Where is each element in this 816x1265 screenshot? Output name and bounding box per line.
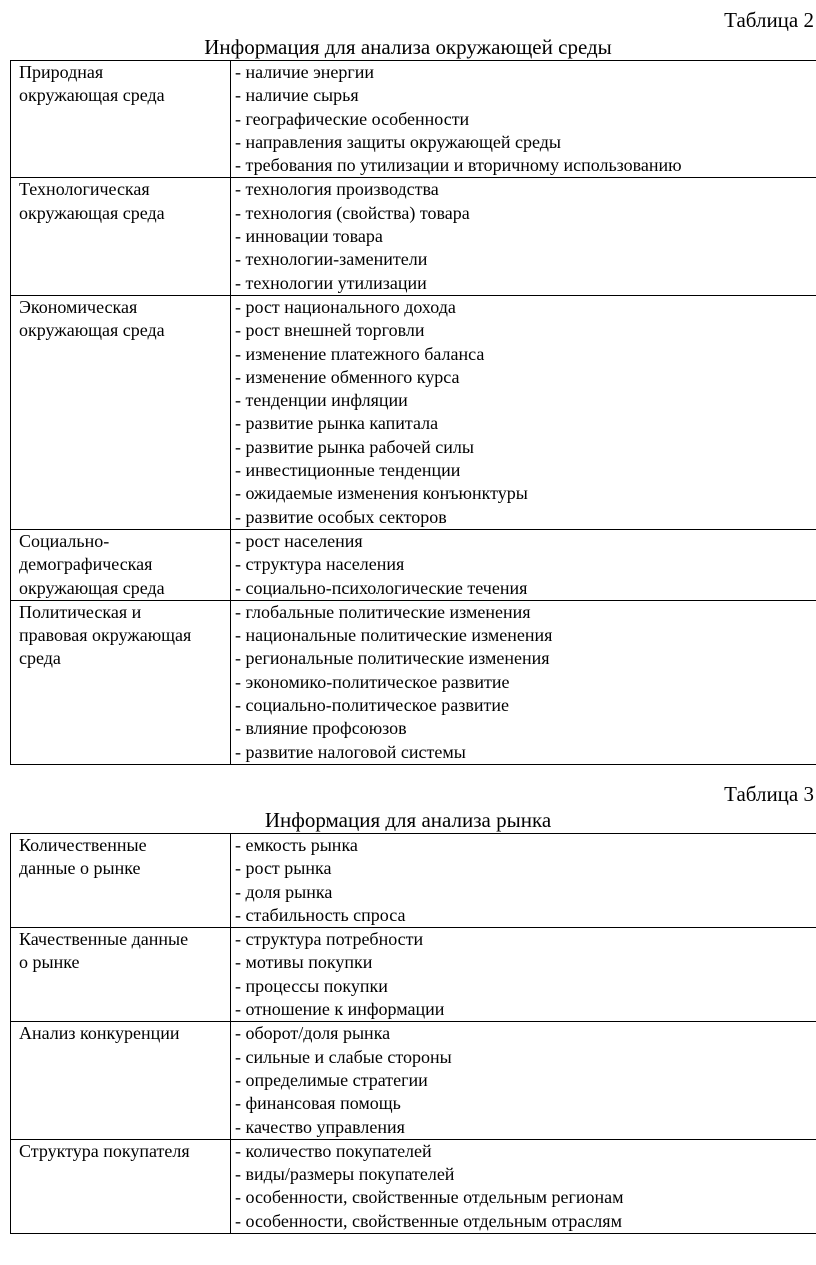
category-label: демографическая <box>19 554 153 575</box>
category-label: Структура покупателя <box>19 1140 190 1161</box>
table-row <box>11 834 816 928</box>
list-item: - социально-психологические течения <box>235 577 528 598</box>
list-item: - оборот/доля рынка <box>235 1023 391 1044</box>
table3 <box>10 833 816 1234</box>
category-cell <box>11 928 231 1022</box>
list-item: - качество управления <box>235 1116 405 1137</box>
table2 <box>10 60 816 765</box>
table-row <box>11 295 816 529</box>
list-item: - инвестиционные тенденции <box>235 460 461 481</box>
category-label: данные о рынке <box>19 858 141 879</box>
items-cell <box>231 295 816 529</box>
category-label: о рынке <box>19 952 80 973</box>
list-item: - доля рынка <box>235 881 333 902</box>
table-row <box>11 61 816 178</box>
list-item: - национальные политические изменения <box>235 625 553 646</box>
items-cell <box>231 834 816 928</box>
list-item: - развитие рынка рабочей силы <box>235 436 474 457</box>
items-cell <box>231 1139 816 1233</box>
list-item: - емкость рынка <box>235 835 358 855</box>
list-item: - рост национального дохода <box>235 296 456 317</box>
table-row <box>11 1022 816 1139</box>
list-item: - сильные и слабые стороны <box>235 1046 452 1067</box>
list-item: - глобальные политические изменения <box>235 601 531 622</box>
list-item: - развитие налоговой системы <box>235 741 466 762</box>
list-item: - мотивы покупки <box>235 952 373 973</box>
list-item: - требования по утилизации и вторичному использованию <box>235 155 682 176</box>
list-item: - определимые стратегии <box>235 1069 428 1090</box>
list-item: - тенденции инфляции <box>235 390 408 411</box>
category-cell <box>11 600 231 764</box>
list-item: - социально-политическое развитие <box>235 695 509 716</box>
category-label: окружающая среда <box>19 320 165 341</box>
list-item: - наличие сырья <box>235 85 359 106</box>
list-item: - технологии-заменители <box>235 249 428 270</box>
table3-title: Информация для анализа рынка <box>264 808 552 832</box>
category-label: Экономическая <box>19 296 138 317</box>
category-label: окружающая среда <box>19 577 165 598</box>
table2-label: Таблица 2 <box>724 8 814 32</box>
list-item: - развитие особых секторов <box>235 506 447 527</box>
list-item: - изменение платежного баланса <box>235 343 485 364</box>
category-cell <box>11 295 231 529</box>
list-item: - рост населения <box>235 530 363 551</box>
list-item: - направления защиты окружающей среды <box>235 131 561 152</box>
category-label: Количественные <box>19 835 147 855</box>
items-cell <box>231 1022 816 1139</box>
list-item: - процессы покупки <box>235 975 388 996</box>
list-item: - развитие рынка капитала <box>235 413 439 434</box>
table-row <box>11 928 816 1022</box>
list-item: - ожидаемые изменения конъюнктуры <box>235 483 528 504</box>
category-label: окружающая среда <box>19 202 165 223</box>
table-row <box>11 178 816 295</box>
table2-body <box>11 61 816 765</box>
items-cell <box>231 928 816 1022</box>
table-row <box>11 600 816 764</box>
category-label: Политическая и <box>19 601 142 622</box>
list-item: - количество покупателей <box>235 1140 432 1161</box>
category-label: Природная <box>19 62 104 82</box>
list-item: - технология производства <box>235 179 439 200</box>
table2-title: Информация для анализа окружающей среды <box>204 35 612 59</box>
category-cell <box>11 834 231 928</box>
list-item: - финансовая помощь <box>235 1093 401 1114</box>
category-label: Анализ конкуренции <box>19 1023 180 1044</box>
list-item: - стабильность спроса <box>235 904 406 925</box>
list-item: - рост рынка <box>235 858 332 879</box>
category-label: Социально- <box>19 530 110 551</box>
list-item: - особенности, свойственные отдельным регионам <box>235 1187 624 1208</box>
list-item: - влияние профсоюзов <box>235 718 407 739</box>
table-row <box>11 1139 816 1233</box>
table3-body <box>11 834 816 1234</box>
table-row <box>11 529 816 600</box>
category-label: Технологическая <box>19 179 150 200</box>
category-cell <box>11 178 231 295</box>
list-item: - особенности, свойственные отдельным отраслям <box>235 1210 622 1231</box>
list-item: - изменение обменного курса <box>235 366 460 387</box>
list-item: - географические особенности <box>235 108 470 129</box>
list-item: - инновации товара <box>235 226 383 247</box>
category-label: правовая окружающая <box>19 625 192 646</box>
list-item: - структура потребности <box>235 929 424 950</box>
list-item: - рост внешней торговли <box>235 320 425 341</box>
category-cell <box>11 1022 231 1139</box>
list-item: - виды/размеры покупателей <box>235 1164 455 1185</box>
category-label: окружающая среда <box>19 85 165 106</box>
list-item: - региональные политические изменения <box>235 648 550 669</box>
category-label: среда <box>19 648 61 669</box>
list-item: - отношение к информации <box>235 999 445 1020</box>
list-item: - экономико-политическое развитие <box>235 671 510 692</box>
items-cell <box>231 600 816 764</box>
category-cell <box>11 529 231 600</box>
items-cell <box>231 529 816 600</box>
items-cell <box>231 178 816 295</box>
list-item: - технологии утилизации <box>235 272 427 293</box>
table3-label: Таблица 3 <box>724 782 814 806</box>
list-item: - технология (свойства) товара <box>235 202 470 223</box>
items-cell <box>231 61 816 178</box>
list-item: - структура населения <box>235 554 405 575</box>
category-cell <box>11 1139 231 1233</box>
category-cell <box>11 61 231 178</box>
list-item: - наличие энергии <box>235 62 375 82</box>
category-label: Качественные данные <box>19 929 189 950</box>
